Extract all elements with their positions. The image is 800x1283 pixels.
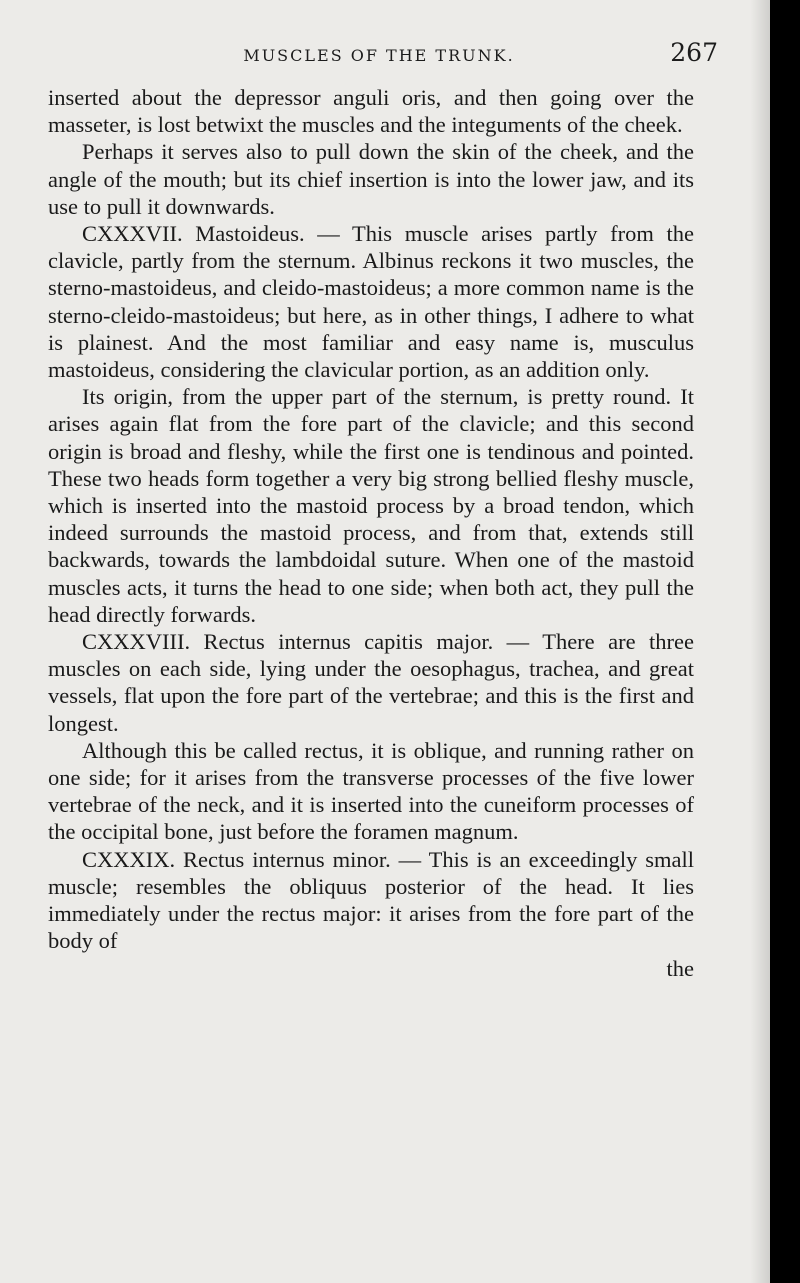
catchword: the: [666, 955, 694, 981]
running-title: MUSCLES OF THE TRUNK.: [243, 46, 515, 65]
paragraph-continued: inserted about the depressor anguli oris, and then going over the masseter, is lost betwixt the muscles and the integuments of the cheek.: [48, 85, 694, 138]
page-edge-shadow: [750, 0, 770, 1283]
paragraph: Although this be called rectus, it is oblique, and running rather on one side; for it arises from the transverse processes of the five lower vertebrae of the neck, and it is inserted into the cuneiform processes of the occipital bone, just before the foramen magnum.: [48, 737, 694, 845]
page-number: 267: [670, 38, 718, 67]
paragraph-section-139: CXXXIX. Rectus internus minor. — This is an exceedingly small muscle; resembles the obliquus posterior of the head. It lies immediately under the rectus major: it arises from the fore part of the body of: [48, 846, 694, 954]
paragraph-section-138: CXXXVIII. Rectus internus capitis major. — There are three muscles on each side, lying under the oesophagus, trachea, and great vessels, flat upon the fore part of the vertebrae; and this is the first and longest.: [48, 629, 694, 736]
paragraph: Perhaps it serves also to pull down the skin of the cheek, and the angle of the mouth; but its chief insertion is into the lower jaw, and its use to pull it downwards.: [48, 139, 694, 219]
body-text: [48, 84, 694, 955]
paragraph-section-137: CXXXVII. Mastoideus. — This muscle arises partly from the clavicle, partly from the sternum. Albinus reckons it two muscles, the sterno-mastoideus, and cleido-mastoideus; a more common name is the sterno-cleido-mastoideus; but here, as in other things, I adhere to what is plainest. And the most familiar and easy name is, musculus mastoideus, considering the clavicular portion, as an addition only.: [48, 221, 694, 383]
running-header: [48, 38, 718, 76]
paragraph: Its origin, from the upper part of the sternum, is pretty round. It arises again flat from the fore part of the clavicle; and this second origin is broad and fleshy, while the first one is tendinous and pointed. These two heads form together a very big strong bellied fleshy muscle, which is inserted into the mastoid process by a broad tendon, which indeed surrounds the mastoid process, and from that, extends still backwards, towards the lambdoidal suture. When one of the mastoid muscles acts, it turns the head to one side; when both act, they pull the head directly forwards.: [48, 384, 694, 627]
